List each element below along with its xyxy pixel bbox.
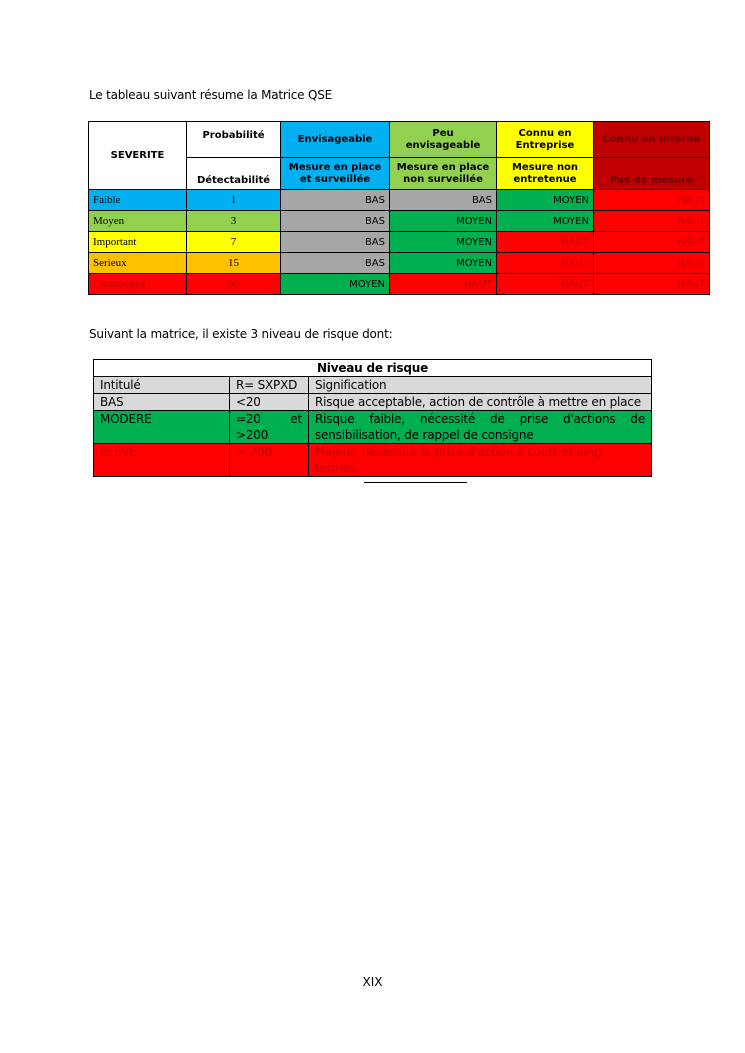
detect-header-1: Mesure en place et surveillée bbox=[281, 158, 390, 190]
risk-name: BAS bbox=[94, 394, 230, 411]
risk-cell: MOYEN bbox=[390, 232, 497, 253]
matrix-row-faible bbox=[89, 190, 710, 211]
risk-cell: BAS bbox=[281, 253, 390, 274]
intro-text-2: Suivant la matrice, il existe 3 niveau de risque dont: bbox=[89, 327, 393, 341]
risk-level-table bbox=[93, 359, 652, 477]
risk-range: > 200 bbox=[230, 444, 309, 477]
risk-cell: HAUT bbox=[594, 190, 710, 211]
intro-text: Le tableau suivant résume la Matrice QSE bbox=[89, 88, 333, 102]
severity-label: Catastrophe bbox=[89, 274, 187, 295]
severity-label: Serieux bbox=[89, 253, 187, 274]
risk-row-eleve bbox=[94, 444, 652, 477]
detectability-header: Détectabilité bbox=[187, 158, 281, 190]
header-signification: Signification bbox=[309, 377, 652, 394]
risk-meaning: Majeur, nécessite la prise d'action à court et long termes. bbox=[309, 444, 652, 477]
risk-cell: MOYEN bbox=[390, 211, 497, 232]
risk-cell: MOYEN bbox=[497, 211, 594, 232]
risk-table-header-row bbox=[94, 377, 652, 394]
risk-name: MODERE bbox=[94, 411, 230, 444]
risk-cell: HAUT bbox=[497, 253, 594, 274]
footnote-separator bbox=[364, 482, 467, 483]
risk-cell: MOYEN bbox=[497, 190, 594, 211]
header-intitule: Intitulé bbox=[94, 377, 230, 394]
risk-cell: MOYEN bbox=[281, 274, 390, 295]
matrix-row-important bbox=[89, 232, 710, 253]
detect-header-2: Mesure en place non surveillée bbox=[390, 158, 497, 190]
detect-header-3: Mesure non entretenue bbox=[497, 158, 594, 190]
risk-cell: HAUT bbox=[497, 232, 594, 253]
risk-cell: BAS bbox=[390, 190, 497, 211]
severity-label: Moyen bbox=[89, 211, 187, 232]
prob-header-3: Connu en Entreprise bbox=[497, 122, 594, 158]
page-number: XIX bbox=[362, 975, 383, 989]
severity-label: Faible bbox=[89, 190, 187, 211]
severity-value: 15 bbox=[187, 253, 281, 274]
probability-header: Probabilité bbox=[187, 122, 281, 158]
severity-label: Important bbox=[89, 232, 187, 253]
matrix-row-catastrophe bbox=[89, 274, 710, 295]
risk-range: <20 bbox=[230, 394, 309, 411]
risk-cell: BAS bbox=[281, 190, 390, 211]
severity-value: 1 bbox=[187, 190, 281, 211]
risk-name: ELEVE bbox=[94, 444, 230, 477]
risk-cell: BAS bbox=[281, 232, 390, 253]
severity-header: SEVERITE bbox=[89, 122, 187, 190]
severity-value: 30 bbox=[187, 274, 281, 295]
risk-cell: BAS bbox=[281, 211, 390, 232]
prob-header-1: Envisageable bbox=[281, 122, 390, 158]
risk-row-modere bbox=[94, 411, 652, 444]
risk-cell: HAUT bbox=[594, 274, 710, 295]
risk-cell: HAUT bbox=[390, 274, 497, 295]
risk-cell: HAUT bbox=[594, 232, 710, 253]
qse-matrix-table bbox=[88, 121, 710, 295]
risk-cell: MOYEN bbox=[390, 253, 497, 274]
prob-header-2: Peu envisageable bbox=[390, 122, 497, 158]
risk-cell: HAUT bbox=[594, 253, 710, 274]
matrix-row-moyen bbox=[89, 211, 710, 232]
detect-header-4: Pas de mesure bbox=[594, 158, 710, 190]
severity-value: 3 bbox=[187, 211, 281, 232]
severity-value: 7 bbox=[187, 232, 281, 253]
risk-row-bas bbox=[94, 394, 652, 411]
risk-range: =20 et >200 bbox=[230, 411, 309, 444]
risk-meaning: Risque faible, nécessité de prise d'actions de sensibilisation, de rappel de consigne bbox=[309, 411, 652, 444]
risk-meaning: Risque acceptable, action de contrôle à mettre en place bbox=[309, 394, 652, 411]
risk-cell: HAUT bbox=[594, 211, 710, 232]
prob-header-4: Connu en interne bbox=[594, 122, 710, 158]
risk-cell: HAUT bbox=[497, 274, 594, 295]
matrix-row-serieux bbox=[89, 253, 710, 274]
risk-table-title: Niveau de risque bbox=[94, 360, 652, 377]
header-formula: R= SXPXD bbox=[230, 377, 309, 394]
